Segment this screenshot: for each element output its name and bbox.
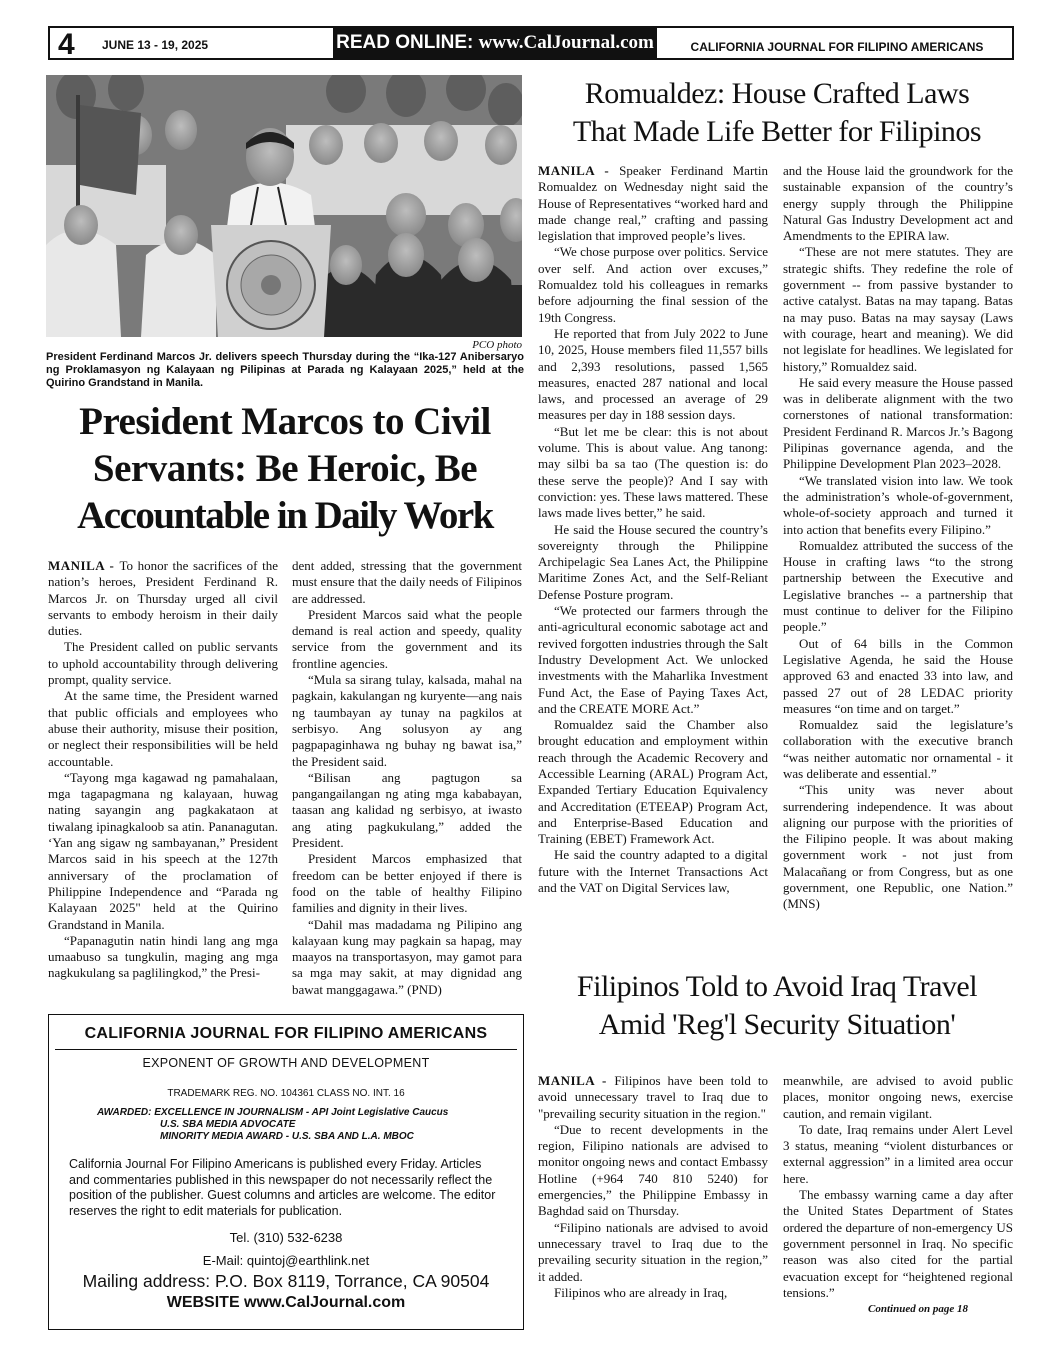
- article-paragraph: MANILA - Speaker Ferdinand Martin Romualdez on Wednesday night said the House of Representatives “worked hard and made change real,” crafting and passing legislation that improved people’s lives.: [538, 163, 768, 244]
- article-paragraph: MANILA - To honor the sacrifices of the nation’s heroes, President Ferdinand R. Marcos Jr. on Thursday urged all civil servants to embody heroism in their daily duties.: [48, 558, 278, 639]
- trademark-line: TRADEMARK REG. NO. 104361 CLASS NO. INT. 16: [167, 1088, 405, 1099]
- headline-romualdez[interactable]: [540, 75, 1014, 151]
- speech-photo-illustration: [46, 75, 522, 337]
- article-paragraph: “Filipino nationals are advised to avoid unnecessary travel to Iraq due to the prevailing security situation in the region,” it added.: [538, 1219, 768, 1284]
- article-paragraph: “We protected our farmers through the anti-agricultural economic sabotage act and revived forgotten industries through the Salt Industry Development Act. We unlocked investments with the Maharlika Investment Fund Act, the Ease of Paying Taxes Act, and the CREATE MORE Act.”: [538, 603, 768, 716]
- issue-date: JUNE 13 - 19, 2025: [102, 38, 209, 52]
- article-paragraph: “Papanagutin natin hindi lang ang mga umaabuso sa tungkulin, maging ang mga nagkukulang sa paglilingkod,” the Presi-: [48, 932, 278, 981]
- headline-line: President Marcos to Civil: [79, 400, 491, 443]
- article-paragraph: “Mula sa sirang tulay, kalsada, mahal na pagkain, kakulangan ng kuryente—ang nais ng taumbayan ay tunay na pagkilos at serbisyo. Ang solusyon ay ang pagpapaginhawa ng buhay ng bawat isa,” the President said.: [292, 672, 522, 769]
- article-paragraph: The embassy warning came a day after the United States Department of States ordered the departure of non-emergency US government personnel in Iraq. No specific reason was also cited for the partial evacuation except for “heightened regional tensions.”: [783, 1187, 1013, 1300]
- article-paragraph: “This unity was never about surrendering independence. It was about aligning our purpose with the priorities of the Filipino people. It was about making government work - not just from Malacañang or from Congress, but as one government, one Republic, one Nation.” (MNS): [783, 782, 1013, 912]
- article-paragraph: He reported that from July 2022 to June 10, 2025, House members filed 11,557 bills and 2,393 resolutions, passed 1,565 measures, enacted 287 national and local laws, and processed an average of 29 measures per day in 188 session days.: [538, 325, 768, 423]
- award-line: AWARDED: EXCELLENCE IN JOURNALISM - API Joint Legislative Caucus: [97, 1107, 449, 1118]
- publication-tagline: EXPONENT OF GROWTH AND DEVELOPMENT: [142, 1056, 430, 1070]
- article-paragraph: Romualdez said the Chamber also brought education and employment within reach through the Academic Recovery and Accessible Learning (ARAL) Program Act, Expanded Tertiary Education Equivalency and Accreditation (ETEEAP) Program Act, and Enterprise-Based Education and Training (EBET) Framework Act.: [538, 717, 768, 847]
- headline-line: Amid 'Reg'l Security Situation': [598, 1008, 956, 1041]
- mailing-address: Mailing address: P.O. Box 8119, Torrance, CA 90504: [82, 1271, 490, 1291]
- article-paragraph: “Dahil mas madadama ng Pilipino ang kalayaan kung may pagkain sa hapag, may maayos na transportasyon, may gamot para sa mga may sakit, at may dignidad ang bawat manggagawa.” (PND): [292, 916, 522, 997]
- continued-link[interactable]: Continued on page 18: [868, 1303, 968, 1316]
- publication-title: CALIFORNIA JOURNAL FOR FILIPINO AMERICANS: [84, 1025, 488, 1042]
- dateline: MANILA -: [48, 558, 120, 573]
- headline-line: Romualdez: House Crafted Laws: [584, 77, 970, 110]
- website-link[interactable]: WEBSITE www.CalJournal.com: [166, 1294, 406, 1311]
- awards-list: [97, 1107, 517, 1143]
- article-paragraph: Romualdez attributed the success of the House in crafting laws “to the strong partnership between the Executive and Legislative branches -- a partnership that must continue to deliver for the Filipino people.”: [783, 537, 1013, 635]
- article-iraq-column-2: [783, 1073, 1013, 1317]
- divider: [55, 1049, 517, 1050]
- article-paragraph: “Bilisan ang pagtugon sa pangangailangan ng ating mga kababayan, taasan ang kalidad ng serbisyo, at iwasto ang ating pagkukulang,” added the President.: [292, 769, 522, 851]
- photo-credit: PCO photo: [472, 339, 522, 351]
- page-number: 4: [58, 28, 75, 61]
- award-line: U.S. SBA MEDIA ADVOCATE: [160, 1119, 296, 1130]
- article-paragraph: “But let me be clear: this is not about volume. This is about value. Ang tanong: may silbi ba sa tao (The question is: do these serve the people)? And I say with conviction: yes. These laws mattered. These laws made lives better,” he said.: [538, 423, 768, 521]
- article-paragraph: To date, Iraq remains under Alert Level 3 status, meaning “violent disturbances or external aggression” in a limited area occur here.: [783, 1121, 1013, 1186]
- headline-line: That Made Life Better for Filipinos: [572, 115, 982, 148]
- news-photo: [46, 75, 522, 337]
- article-paragraph: “We chose purpose over politics. Service over self. And action over excuses,” Romualdez told his colleagues in remarks before adjourning the final session of the 19th Congress.: [538, 244, 768, 325]
- photo-caption: President Ferdinand Marcos Jr. delivers speech Thursday during the “Ika-127 Anibersaryo ng Proklamasyon ng Kalayaan ng Pilipinas at Parada ng Kalayaan 2025,” held at the Quirino Grandstand in Manila.: [46, 351, 524, 389]
- award-line: MINORITY MEDIA AWARD - U.S. SBA AND L.A. MBOC: [160, 1131, 414, 1142]
- article-paragraph: He said every measure the House passed was in deliberate alignment with the two cornerstones of national transformation: President Ferdinand R. Marcos Jr.’s Bagong Pilipinas governance agenda, and the Philippine Development Plan 2023–2028.: [783, 374, 1013, 472]
- read-online-label: READ ONLINE:: [336, 32, 474, 53]
- article-paragraph: “These are not mere statutes. They are strategic shifts. They redefine the role of government -- from passive bystander to active catalyst. Batas na may tapang. Batas na may puso. Batas na may saysay (Laws with courage, heart and meaning). We did not legislate for headlines. We legislated for history,” Romualdez said.: [783, 244, 1013, 374]
- article-paragraph: Out of 64 bills in the Common Legislative Agenda, he said the House approved 63 and enacted 33 into law, and passed 27 out of 28 LEDAC priority measures “on time and on target.”: [783, 635, 1013, 716]
- article-paragraph: Filipinos who are already in Iraq,: [554, 1284, 728, 1300]
- read-online-banner[interactable]: [333, 27, 657, 58]
- article-paragraph: meanwhile, are advised to avoid public places, monitor ongoing news, exercise caution, and remain vigilant.: [783, 1073, 1013, 1121]
- article-paragraph: He said the country adapted to a digital future with the Internet Transactions Act and the VAT on Digital Services law,: [538, 847, 768, 896]
- article-romualdez-column-2: [783, 163, 1013, 913]
- headline-iraq[interactable]: [540, 968, 1014, 1044]
- headline-line: Servants: Be Heroic, Be: [92, 447, 478, 490]
- dateline: MANILA -: [538, 163, 620, 178]
- read-online-url[interactable]: www.CalJournal.com: [478, 32, 654, 53]
- masthead-title: CALIFORNIA JOURNAL FOR FILIPINO AMERICANS: [690, 40, 984, 54]
- article-iraq-column-1: [538, 1073, 768, 1301]
- article-marcos-column-1: [48, 558, 278, 982]
- publisher-disclaimer: California Journal For Filipino Americans is published every Friday. Articles and commentaries published in this newspaper do not necessarily reflect the position of the publisher. Guest columns and articles are welcome. The editor reserves the right to edit materials for publication.: [69, 1157, 496, 1218]
- email-address[interactable]: E-Mail: quintoj@earthlink.net: [202, 1253, 370, 1268]
- article-paragraph: He said the House secured the country’s sovereignty through the Philippine Archipelagic Sea Lanes Act, the Philippine Maritime Zones Act, and the Self-Reliant Defense Posture program.: [538, 521, 768, 602]
- article-romualdez-column-1: [538, 163, 768, 896]
- headline-line: Filipinos Told to Avoid Iraq Travel: [576, 970, 978, 1003]
- article-paragraph: and the House laid the groundwork for the sustainable expansion of the country’s energy supply through the Philippine Natural Gas Industry Development act and Amendments to the EPIRA law.: [783, 163, 1013, 244]
- dateline: MANILA -: [538, 1073, 615, 1088]
- article-paragraph: At the same time, the President warned that public officials and employees who abuse their authority, misuse their position, or neglect their responsibilities will be held accountable.: [48, 688, 278, 769]
- article-paragraph: “Due to recent developments in the region, Filipino nationals are advised to monitor ongoing news and contact Embassy Hotline (+964 740 810 5240) for emergencies,” the Philippine Embassy in Baghdad said on Thursday.: [538, 1121, 768, 1219]
- headline-line: Accountable in Daily Work: [77, 494, 493, 537]
- article-paragraph: Romualdez said the legislature’s collaboration with the executive branch “was neither automatic nor ornamental - it was deliberate and essential.”: [783, 717, 1013, 781]
- article-paragraph: President Marcos emphasized that freedom can be better enjoyed if there is food on the table of healthy Filipino families and dignity in their lives.: [292, 851, 522, 916]
- article-marcos-column-2: [292, 558, 522, 998]
- article-paragraph: “We translated vision into law. We took the administration’s whole-of-government, whole-of-society approach and turned it into action that benefits every Filipino.”: [783, 472, 1013, 537]
- article-paragraph: “Tayong mga kagawad ng pamahalaan, mga tagapagmana ng kalayaan, huwag nating sayangin ang pagkakataon at tiwalang ipinagkaloob sa atin. Pananagutan. ‘Yan ang sigaw ng sambayanan,” President Marcos said in his speech at the 127th anniversary of the proclamation of Philippine Independence and “Parada ng Kalayaan 2025" held at the Quirino Grandstand in Manila.: [48, 769, 278, 932]
- article-paragraph: dent added, stressing that the government must ensure that the daily needs of Filipinos are addressed.: [292, 558, 522, 606]
- article-paragraph: MANILA - Filipinos have been told to avoid unnecessary travel to Iraq due to "prevailing security situation in the region.": [538, 1073, 769, 1121]
- headline-marcos[interactable]: [46, 398, 524, 539]
- article-paragraph: President Marcos said what the people demand is real action and speedy, quality service from the government and its frontline agencies.: [292, 606, 522, 671]
- telephone[interactable]: Tel. (310) 532-6238: [229, 1230, 343, 1245]
- article-paragraph: The President called on public servants to uphold accountability through delivering prompt, quality service.: [48, 639, 278, 688]
- publisher-info-box: [48, 1014, 524, 1330]
